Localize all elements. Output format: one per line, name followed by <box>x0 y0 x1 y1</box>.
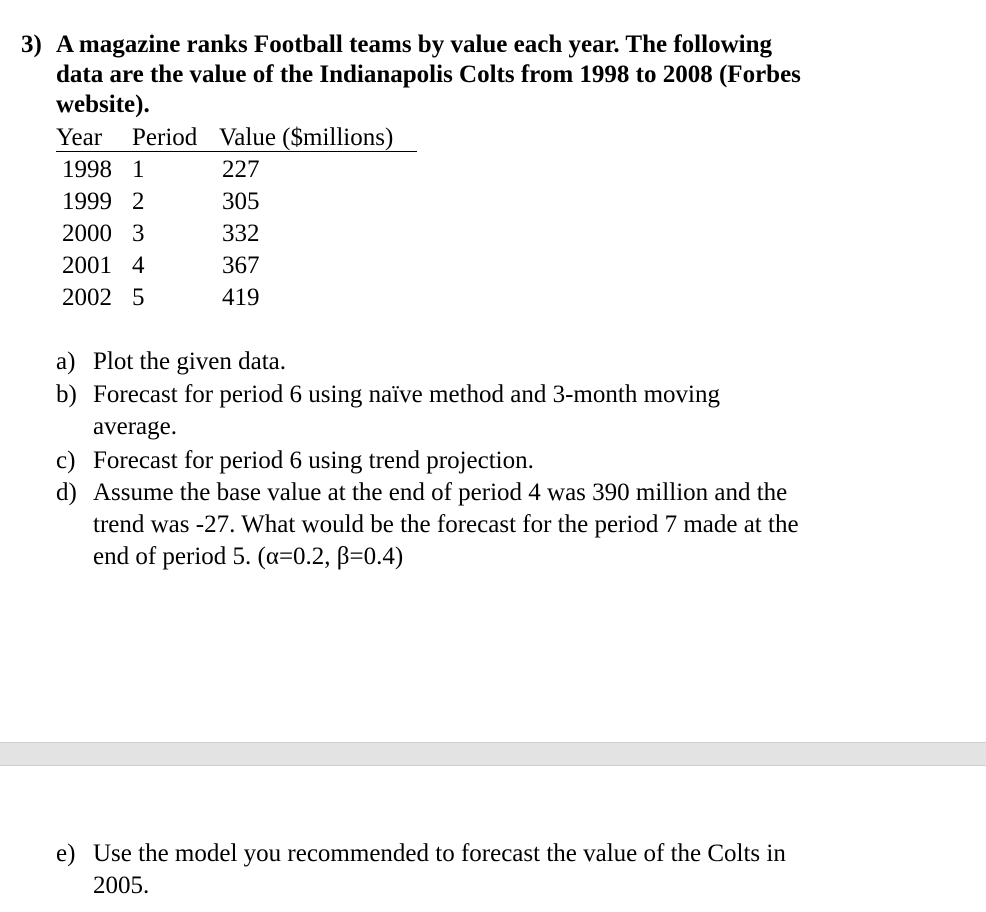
cell-year: 1999 <box>62 188 112 215</box>
cell-year: 2002 <box>62 284 112 311</box>
part-text: trend was -27. What would be the forecast for the period 7 made at the <box>93 511 799 538</box>
header-period: Period <box>132 124 198 151</box>
cell-value: 332 <box>222 220 260 247</box>
part-text: 2005. <box>93 872 150 899</box>
part-label: e) <box>56 840 76 867</box>
cell-value: 367 <box>222 252 260 279</box>
part-label: c) <box>56 447 76 474</box>
header-value: Value ($millions) <box>219 124 394 151</box>
part-label: d) <box>56 479 77 506</box>
cell-value: 305 <box>222 188 260 215</box>
part-label: b) <box>56 381 77 408</box>
part-text: end of period 5. (α=0.2, β=0.4) <box>93 543 404 570</box>
cell-value: 227 <box>222 156 260 183</box>
part-text: Forecast for period 6 using trend projection. <box>93 447 534 474</box>
cell-period: 5 <box>132 284 145 311</box>
part-text: Assume the base value at the end of period 4 was 390 million and the <box>93 479 788 506</box>
question-line: data are the value of the Indianapolis Colts from 1998 to 2008 (Forbes <box>56 61 801 88</box>
cell-period: 1 <box>132 156 145 183</box>
cell-period: 4 <box>132 252 145 279</box>
question-number: 3) <box>21 31 42 58</box>
cell-value: 419 <box>222 284 260 311</box>
cell-year: 2001 <box>62 252 112 279</box>
cell-year: 1998 <box>62 156 112 183</box>
question-line: A magazine ranks Football teams by value each year. The following <box>56 31 772 58</box>
part-label: a) <box>56 348 76 375</box>
cell-period: 2 <box>132 188 145 215</box>
table-header-underline <box>56 151 417 152</box>
cell-period: 3 <box>132 220 145 247</box>
page-separator <box>0 742 986 766</box>
part-text: Use the model you recommended to forecast the value of the Colts in <box>93 840 786 867</box>
question-line: website). <box>56 91 150 118</box>
part-text: average. <box>93 413 177 440</box>
cell-year: 2000 <box>62 220 112 247</box>
part-text: Plot the given data. <box>93 348 287 375</box>
question-text <box>56 30 916 120</box>
table-header <box>56 123 393 153</box>
header-year: Year <box>56 124 103 151</box>
part-text: Forecast for period 6 using naïve method and 3-month moving <box>93 381 720 408</box>
